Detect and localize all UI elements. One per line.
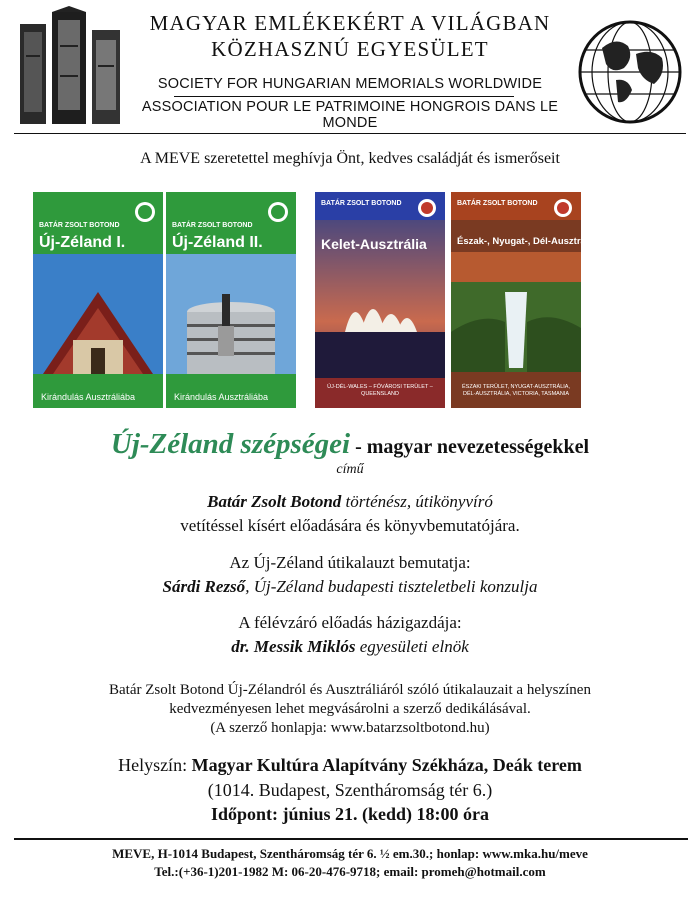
book-cover <box>315 192 445 408</box>
header-bottom-rule <box>14 133 686 134</box>
letterhead <box>14 4 686 132</box>
host-intro: A félévzáró előadás házigazdája: <box>238 613 462 632</box>
book-title: Új-Zéland II. <box>172 234 263 251</box>
book-title: Új-Zéland I. <box>39 234 126 251</box>
event-title <box>0 428 700 461</box>
speaker-role: történész, útikönyvíró <box>341 492 493 511</box>
book-series: ÚJ-DÉL-WALES – FŐVÁROSI TERÜLET – QUEENSLAND <box>327 384 433 397</box>
book-cover <box>451 192 597 408</box>
speaker-name: Batár Zsolt Botond <box>207 492 342 511</box>
book-series: Kirándulás Ausztráliába <box>41 392 136 402</box>
book-covers <box>33 192 597 408</box>
presenter-role: , Új-Zéland budapesti tiszteletbeli konzulja <box>245 577 538 596</box>
book-cover <box>166 192 296 408</box>
organization-name: MAGYAR EMLÉKEKÉRT A VILÁGBAN KÖZHASZNÚ EGYESÜLET <box>149 11 551 61</box>
book-title: Észak-, Nyugat-, Dél-Ausztrália <box>457 236 597 247</box>
presenter-intro: Az Új-Zéland útikalauzt bemutatja: <box>229 553 471 572</box>
venue-address: (1014. Budapest, Szentháromság tér 6.) <box>207 780 493 800</box>
event-title-main: Új-Zéland szépségei <box>110 428 351 460</box>
event-time: Időpont: június 21. (kedd) 18:00 óra <box>210 804 490 824</box>
book-author: BATÁR ZSOLT BOTOND <box>172 222 253 229</box>
book-cover-art <box>451 192 581 408</box>
book-cover <box>33 192 163 408</box>
header-divider <box>174 96 514 97</box>
footer-contact: Tel.:(+36-1)201-1982 M: 06-20-476-9718; email: promeh@hotmail.com <box>154 864 546 879</box>
globe-icon <box>576 18 684 126</box>
venue-name: Magyar Kultúra Alapítvány Székháza, Deák terem <box>191 755 582 775</box>
speaker-line <box>0 492 700 512</box>
book-author: BATÁR ZSOLT BOTOND <box>457 200 538 207</box>
book-title: Kelet-Ausztrália <box>321 236 427 252</box>
host-name: dr. Messik Miklós <box>231 637 356 656</box>
presenter-name: Sárdi Rezső <box>162 577 246 596</box>
purchase-info-line2: kedvezményesen lehet megvásárolni a szerző dedikálásával. <box>169 701 531 717</box>
footer-divider <box>14 838 688 840</box>
book-series: Kirándulás Ausztráliába <box>174 392 269 402</box>
book-series: ÉSZAKI TERÜLET, NYUGAT-AUSZTRÁLIA, DÉL-AUSZTRÁLIA, VICTORIA, TASMANIA <box>462 384 570 397</box>
author-website: (A szerző honlapja: www.batarzsoltbotond.hu) <box>210 720 490 736</box>
book-cover-art <box>315 192 445 408</box>
organization-name-english: SOCIETY FOR HUNGARIAN MEMORIALS WORLDWIDE <box>157 76 543 92</box>
monument-logo-icon <box>16 6 124 130</box>
host-line <box>0 637 700 657</box>
book-author: BATÁR ZSOLT BOTOND <box>39 222 120 229</box>
venue-line <box>0 755 700 776</box>
footer-address: MEVE, H-1014 Budapest, Szentháromság tér 6. ½ em.30.; honlap: www.mka.hu/meve <box>112 846 588 861</box>
venue-label: Helyszín: <box>118 755 192 775</box>
event-title-suffix: című <box>336 462 364 477</box>
organization-name-french: ASSOCIATION POUR LE PATRIMOINE HONGROIS DANS LE MONDE <box>141 99 559 131</box>
event-title-subtitle: - magyar nevezetességekkel <box>350 436 590 458</box>
book-author: BATÁR ZSOLT BOTOND <box>321 200 402 207</box>
speaker-description: vetítéssel kísért előadására és könyvbemutatójára. <box>180 516 520 535</box>
invitation-line: A MEVE szeretettel meghívja Önt, kedves családját és ismerőseit <box>140 150 560 167</box>
host-role: egyesületi elnök <box>355 637 469 656</box>
purchase-info-line1: Batár Zsolt Botond Új-Zélandról és Ausztráliáról szóló útikalauzait a helyszínen <box>109 682 591 698</box>
presenter-line <box>0 577 700 597</box>
